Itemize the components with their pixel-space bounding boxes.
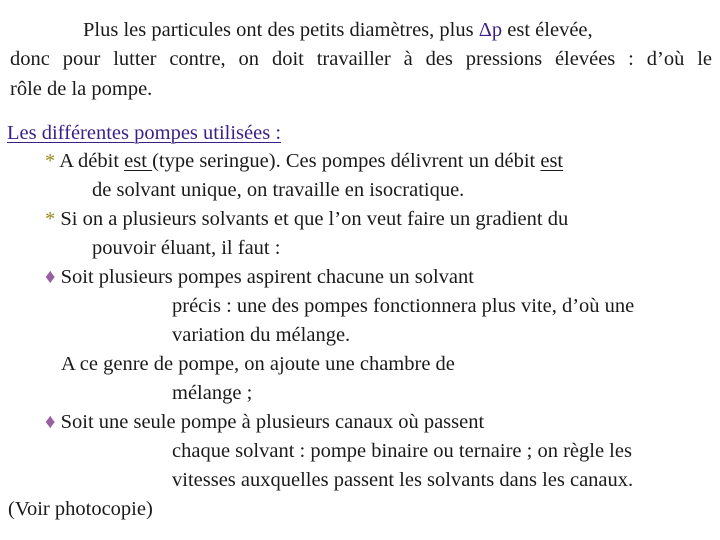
- item-2-line-1: [45, 206, 568, 232]
- item-2-text: Si on a plusieurs solvants et que l’on veut faire un gradient du: [55, 208, 569, 230]
- sub-1-line-5: mélange ;: [172, 382, 253, 404]
- intro-line-1: [83, 17, 593, 43]
- sub-2-text: Soit une seule pompe à plusieurs canaux où passent: [60, 411, 485, 433]
- item-1-est-1: est: [124, 150, 153, 172]
- sub-2-line-2: chaque solvant : pompe binaire ou ternaire ; on règle les: [172, 440, 632, 462]
- item-1-line-1: [45, 148, 563, 174]
- intro-line-3: rôle de la pompe.: [10, 78, 153, 100]
- item-1-est-2: est: [540, 150, 564, 172]
- sub-2-line-1: [45, 409, 484, 435]
- intro-line-2: donc pour lutter contre, on doit travailler à des pressions élevées : d’où le: [10, 48, 712, 70]
- diamond-bullet-icon: ♦: [45, 411, 56, 433]
- delta-p: Δp: [478, 19, 503, 41]
- item-1-text-b: (type seringue). Ces pompes délivrent un débit: [152, 150, 541, 172]
- section-heading: Les différentes pompes utilisées :: [7, 122, 282, 144]
- item-1-line-2: de solvant unique, on travaille en isocratique.: [92, 179, 465, 201]
- sub-2-line-3: vitesses auxquelles passent les solvants dans les canaux.: [172, 469, 634, 491]
- item-1-text-a: A débit: [55, 150, 125, 172]
- star-bullet-1: *: [45, 150, 56, 172]
- star-bullet-2: *: [45, 208, 56, 230]
- sub-1-line-3: variation du mélange.: [172, 324, 351, 346]
- sub-1-line-1: [45, 264, 474, 290]
- item-2-line-2: pouvoir éluant, il faut :: [92, 237, 281, 259]
- sub-1-line-2: précis : une des pompes fonctionnera plus vite, d’où une: [172, 295, 635, 317]
- sub-1-text: Soit plusieurs pompes aspirent chacune un solvant: [60, 266, 474, 288]
- intro-text-b: est élevée,: [502, 19, 593, 41]
- intro-text-a: Plus les particules ont des petits diamètres, plus: [83, 19, 479, 41]
- footer-note: (Voir photocopie): [8, 498, 153, 520]
- diamond-bullet-icon: ♦: [45, 266, 56, 288]
- sub-1-line-4: A ce genre de pompe, on ajoute une chambre de: [61, 353, 455, 375]
